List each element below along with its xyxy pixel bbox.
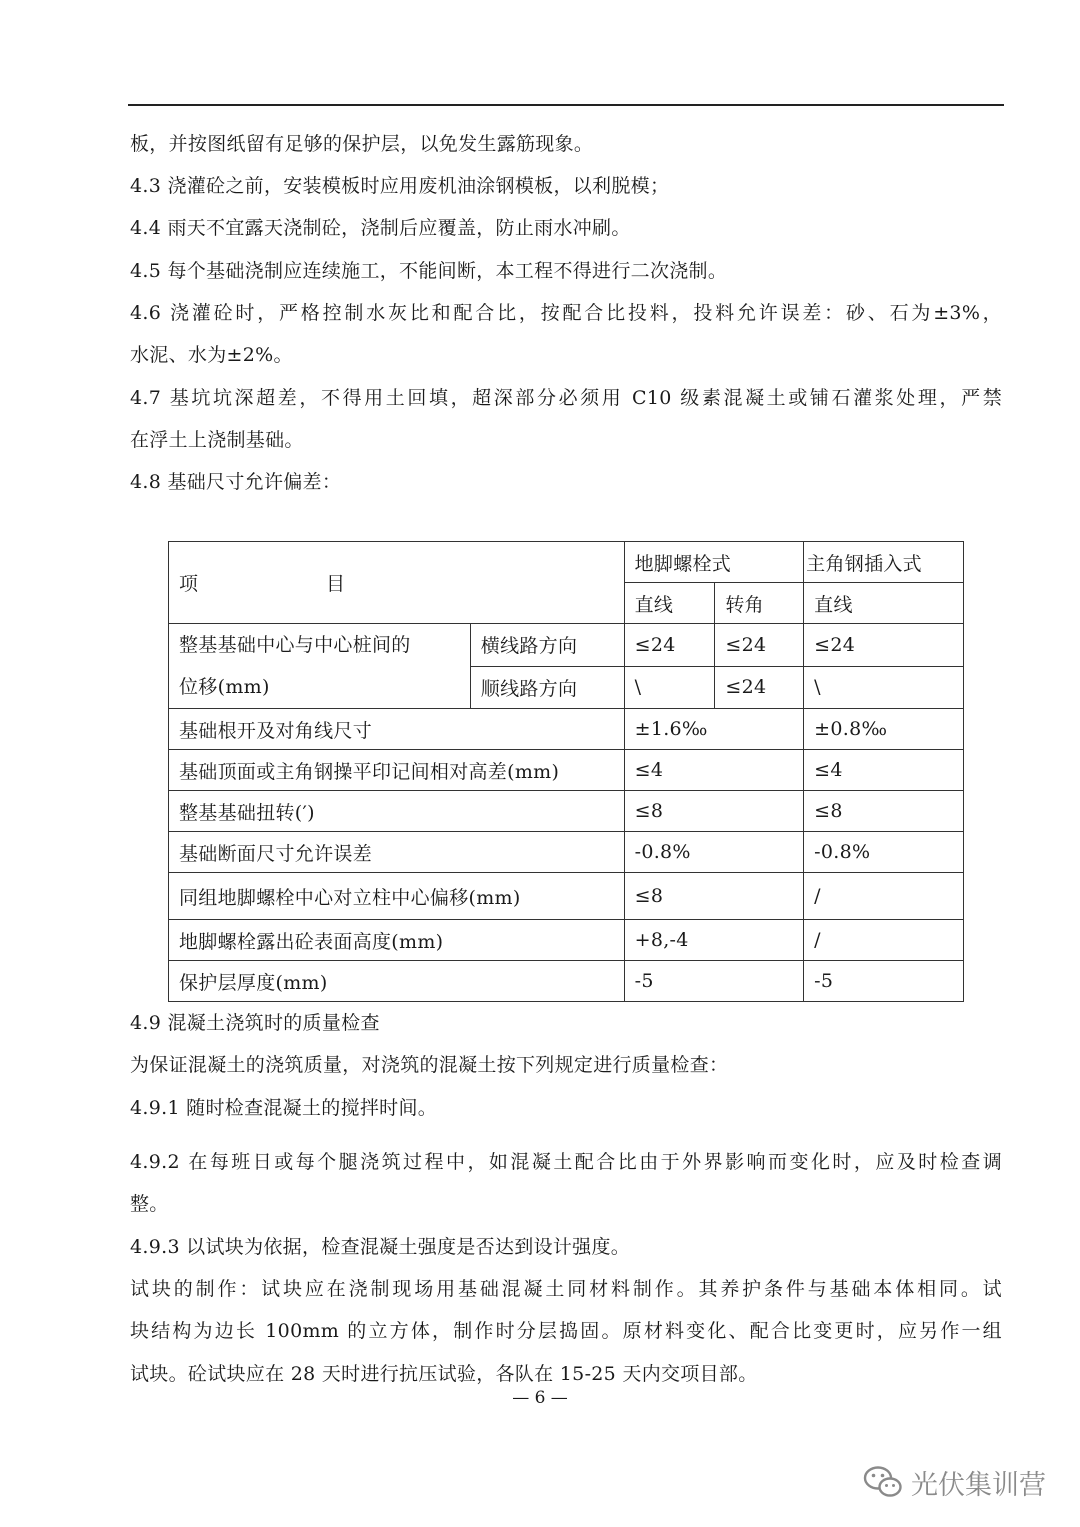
cell-value: \	[804, 666, 964, 709]
row-label: 保护层厚度(mm)	[169, 961, 625, 1002]
subheader-straight-insert: 直线	[804, 583, 964, 624]
header-anchor-bolt: 地脚螺栓式	[624, 542, 804, 583]
cell-value: +8,-4	[624, 920, 804, 961]
cell-value: -5	[804, 961, 964, 1002]
cell-value: ≤4	[624, 750, 804, 791]
row-label: 地脚螺栓露出砼表面高度(mm)	[169, 920, 625, 961]
text-line-4-3: 4.3 浇灌砼之前，安装模板时应用废机油涂钢模板，以利脱模；	[130, 175, 670, 197]
cell-value: ≤24	[715, 624, 804, 667]
text-line-4-9-intro: 为保证混凝土的浇筑质量，对浇筑的混凝土按下列规定进行质量检查：	[130, 1054, 729, 1076]
page-number: — 6 —	[512, 1388, 568, 1408]
cell-value: ±0.8‰	[804, 709, 964, 750]
cell-value: ≤24	[715, 666, 804, 709]
table-row	[169, 873, 964, 920]
text-line-4-6: 4.6 浇灌砼时，严格控制水灰比和配合比，按配合比投料，投料允许误差：砂、石为±3%，	[130, 302, 1002, 324]
text-line-4-9-1: 4.9.1 随时检查混凝土的搅拌时间。	[130, 1097, 438, 1119]
table-header-row	[169, 542, 964, 583]
row-sub-longitudinal: 顺线路方向	[470, 666, 624, 709]
table-row	[169, 624, 964, 667]
text-line-4-7: 4.7 基坑坑深超差，不得用土回填，超深部分必须用 C10 级素混凝土或铺石灌浆处理，严禁	[130, 387, 1002, 409]
cell-value: ≤8	[804, 791, 964, 832]
cell-value: ≤8	[624, 791, 804, 832]
row-label: 同组地脚螺栓中心对立柱中心偏移(mm)	[169, 873, 625, 920]
cell-value: ≤8	[624, 873, 804, 920]
table-row	[169, 920, 964, 961]
text-line-4-7-cont: 在浮土上浇制基础。	[130, 429, 304, 451]
cell-value: -5	[624, 961, 804, 1002]
header-rule	[128, 104, 1004, 106]
row-label: 基础顶面或主角钢操平印记间相对高差(mm)	[169, 750, 625, 791]
text-line-4-9: 4.9 混凝土浇筑时的质量检查	[130, 1012, 380, 1034]
row-label: 基础断面尺寸允许误差	[169, 832, 625, 873]
table-row	[169, 832, 964, 873]
table-row	[169, 791, 964, 832]
row-label: 基础根开及对角线尺寸	[169, 709, 625, 750]
cell-value: /	[804, 920, 964, 961]
cell-value: ≤24	[624, 624, 715, 667]
row-label-line-b: 位移(mm)	[179, 676, 270, 698]
table-row	[169, 750, 964, 791]
text-line-4-9-2: 4.9.2 在每班日或每个腿浇筑过程中，如混凝土配合比由于外界影响而变化时，应及时检查调	[130, 1151, 1002, 1173]
cell-value: ≤24	[804, 624, 964, 667]
row-label: 整基基础扭转(′)	[169, 791, 625, 832]
text-line-4-5: 4.5 每个基础浇制应连续施工，不能间断，本工程不得进行二次浇制。	[130, 260, 728, 282]
cell-value: /	[804, 873, 964, 920]
text-line-4-9-2-cont: 整。	[130, 1193, 169, 1215]
cell-value: ±1.6‰	[624, 709, 804, 750]
watermark	[863, 1462, 1046, 1502]
text-line-specimen-1: 试块的制作：试块应在浇制现场用基础混凝土同材料制作。其养护条件与基础本体相同。试	[130, 1278, 1002, 1300]
cell-value: -0.8%	[624, 832, 804, 873]
row-label-center-offset	[169, 624, 471, 709]
header-item-label-b: 目	[326, 573, 346, 595]
text-line-4-4: 4.4 雨天不宜露天浇制砼，浇制后应覆盖，防止雨水冲刷。	[130, 217, 631, 239]
text-line-4-8: 4.8 基础尺寸允许偏差：	[130, 471, 342, 493]
text-line-1: 板，并按图纸留有足够的保护层，以免发生露筋现象。	[130, 133, 594, 155]
text-line-specimen-3: 试块。砼试块应在 28 天时进行抗压试验，各队在 15-25 天内交项目部。	[130, 1363, 758, 1385]
table-row	[169, 709, 964, 750]
cell-value: ≤4	[804, 750, 964, 791]
wechat-icon	[863, 1465, 903, 1499]
header-item-label-a: 项	[179, 573, 199, 595]
table-row	[169, 961, 964, 1002]
row-label-line-a: 整基基础中心与中心桩间的	[179, 634, 411, 656]
text-line-4-9-3: 4.9.3 以试块为依据，检查混凝土强度是否达到设计强度。	[130, 1236, 631, 1258]
cell-value: -0.8%	[804, 832, 964, 873]
subheader-straight: 直线	[624, 583, 715, 624]
row-sub-transverse: 横线路方向	[470, 624, 624, 667]
text-line-4-6-cont: 水泥、水为±2%。	[130, 344, 293, 366]
tolerance-table	[168, 541, 964, 1002]
watermark-text: 光伏集训营	[911, 1469, 1046, 1501]
text-line-specimen-2: 块结构为边长 100mm 的立方体，制作时分层捣固。原材料变化、配合比变更时，应另作一组	[130, 1320, 1002, 1342]
header-item-cell	[169, 542, 625, 624]
header-angle-insert: 主角钢插入式	[804, 542, 964, 583]
cell-value: \	[624, 666, 715, 709]
subheader-corner: 转角	[715, 583, 804, 624]
